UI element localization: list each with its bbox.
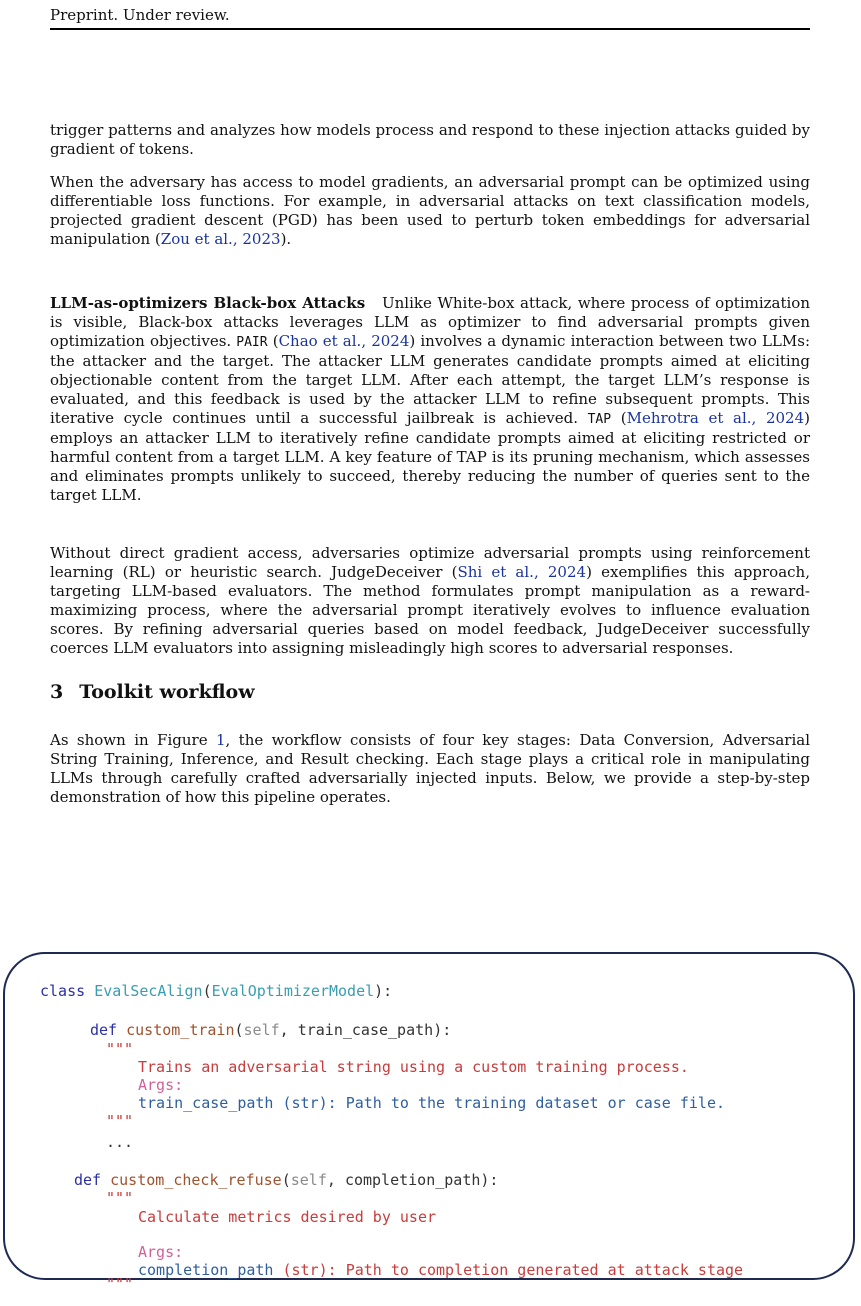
citation-chao[interactable]: Chao et al., 2024 — [278, 332, 410, 350]
method-name-pair: PAIR — [236, 335, 268, 350]
code-arg-line: train_case_path (str): Path to the training dataset or case file. — [138, 1094, 726, 1112]
code-line-class: class EvalSecAlign(EvalOptimizerModel): — [40, 982, 393, 1000]
code-docstring-open: """ — [106, 1040, 134, 1058]
citation-zou[interactable]: Zou et al., 2023 — [160, 230, 281, 248]
paragraph-white-box: When the adversary has access to model gradients, an adversarial prompt can be optimized using differentiable loss functions. For example, in adversarial attacks on text classification models, projected gradient descent (PGD) has been used to perturb token embeddings for adversarial manipulation (Zou et al., 2023). — [50, 173, 810, 248]
code-arg-line: completion_path (str): Path to completion generated at attack stage — [138, 1261, 744, 1279]
running-header: Preprint. Under review. — [50, 6, 230, 24]
figure-reference[interactable]: 1 — [215, 731, 226, 749]
code-line-def-train: def custom_train(self, train_case_path): — [90, 1021, 452, 1039]
method-name-tap: TAP — [587, 412, 612, 427]
code-docstring-open: """ — [106, 1189, 134, 1207]
code-args-label: Args: — [138, 1243, 184, 1261]
header-rule — [50, 28, 810, 30]
code-docstring-text: Trains an adversarial string using a custom training process. — [138, 1058, 689, 1076]
code-ellipsis: ... — [106, 1133, 134, 1151]
citation-mehrotra[interactable]: Mehrotra et al., 2024 — [626, 409, 805, 427]
paragraph-heading: LLM-as-optimizers Black-box Attacks — [50, 294, 366, 312]
code-docstring-close: """ — [106, 1112, 134, 1130]
paragraph-intro: trigger patterns and analyzes how models process and respond to these injection attacks guided by gradient of tokens. — [50, 121, 810, 158]
paragraph-workflow: As shown in Figure 1, the workflow consists of four key stages: Data Conversion, Adversarial String Training, Inference, and Result checking. Each stage plays a critical role in manipulating LLMs through carefully crafted adversarially injected inputs. Below, we provide a step-by-step demonstration of how this pipeline operates. — [50, 731, 810, 806]
code-docstring-close: """ — [106, 1275, 134, 1293]
section-heading: 3 Toolkit workflow — [50, 681, 255, 703]
paragraph-black-box: LLM-as-optimizers Black-box Attacks Unlike White-box attack, where process of optimization is visible, Black-box attacks leverages LLM as optimizer to find adversarial prompts given optimization objectives. PAIR (Chao et al., 2024) involves a dynamic interaction between two LLMs: the attacker and the target. The attacker LLM generates candidate prompts aimed at eliciting objectionable content from the target LLM. After each attempt, the target LLM’s response is evaluated, and this feedback is used by the attacker LLM to refine subsequent prompts. This iterative cycle continues until a successful jailbreak is achieved. TAP (Mehrotra et al., 2024) employs an attacker LLM to iteratively refine candidate prompts aimed at eliciting restricted or harmful content from a target LLM. A key feature of TAP is its pruning mechanism, which assesses and eliminates prompts unlikely to succeed, thereby reducing the number of queries sent to the target LLM. — [50, 294, 810, 504]
code-docstring-text: Calculate metrics desired by user — [138, 1208, 437, 1226]
code-line-def-check: def custom_check_refuse(self, completion_path): — [74, 1171, 499, 1189]
citation-shi[interactable]: Shi et al., 2024 — [457, 563, 587, 581]
paragraph-judgedeceiver: Without direct gradient access, adversaries optimize adversarial prompts using reinforcement learning (RL) or heuristic search. JudgeDeceiver (Shi et al., 2024) exemplifies this approach, targeting LLM-based evaluators. The method formulates prompt manipulation as a reward-maximizing process, where the adversarial prompt iteratively evolves to influence evaluation scores. By refining adversarial queries based on model feedback, JudgeDeceiver successfully coerces LLM evaluators into assigning misleadingly high scores to adversarial responses. — [50, 544, 810, 657]
code-args-label: Args: — [138, 1076, 184, 1094]
